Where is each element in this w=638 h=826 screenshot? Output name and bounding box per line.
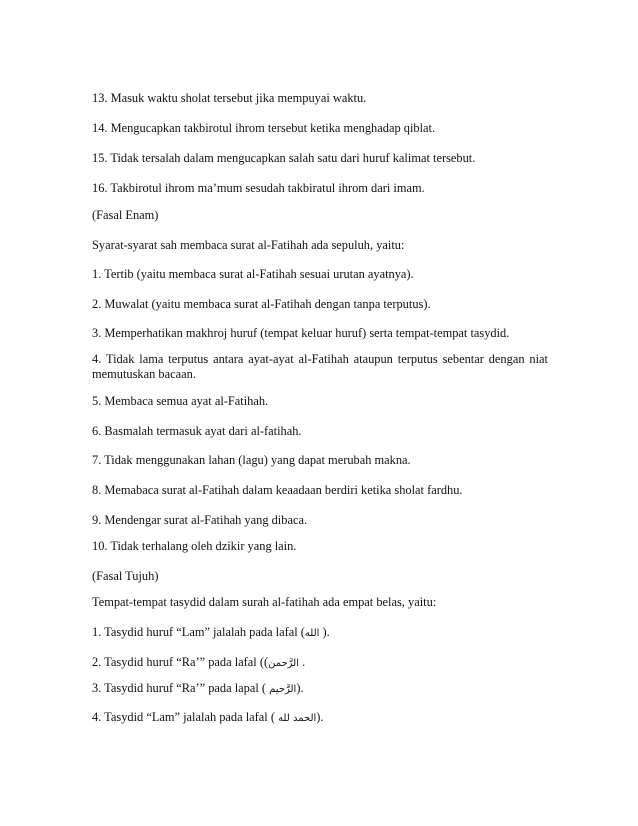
tasydid-item-1-arabic: الله xyxy=(304,628,320,639)
tasydid-item-4-arabic: الحمد لله xyxy=(278,713,317,724)
tasydid-item-3-text: 3. Tasydid huruf “Ra’” pada lapal ( xyxy=(92,681,270,695)
tasydid-item-1-suffix: ). xyxy=(319,625,330,639)
item-15: 15. Tidak tersalah dalam mengucapkan salah satu dari huruf kalimat tersebut. xyxy=(92,151,476,165)
condition-10: 10. Tidak terhalang oleh dzikir yang lain. xyxy=(92,539,297,553)
condition-9: 9. Mendengar surat al-Fatihah yang dibaca. xyxy=(92,513,308,527)
tasydid-item-3 xyxy=(92,681,548,697)
section-intro-tasydid-places: Tempat-tempat tasydid dalam surah al-fatihah ada empat belas, yaitu: xyxy=(92,595,437,609)
item-14: 14. Mengucapkan takbirotul ihrom tersebut ketika menghadap qiblat. xyxy=(92,121,436,135)
tasydid-item-2-text: 2. Tasydid huruf “Ra’” pada lafal (( xyxy=(92,655,269,669)
condition-6: 6. Basmalah termasuk ayat dari al-fatihah. xyxy=(92,424,302,438)
condition-2: 2. Muwalat (yaitu membaca surat al-Fatihah dengan tanpa terputus). xyxy=(92,297,431,311)
section-heading-fasal-enam: (Fasal Enam) xyxy=(92,208,159,222)
condition-5: 5. Membaca semua ayat al-Fatihah. xyxy=(92,394,269,408)
tasydid-item-4-text: 4. Tasydid “Lam” jalalah pada lafal ( xyxy=(92,710,279,724)
tasydid-item-1-text: 1. Tasydid huruf “Lam” jalalah pada lafal ( xyxy=(92,625,305,639)
tasydid-item-4 xyxy=(92,710,548,726)
condition-4: 4. Tidak lama terputus antara ayat-ayat al-Fatihah ataupun terputus sebentar dengan niat memutuskan bacaan. xyxy=(92,352,548,381)
condition-8: 8. Memabaca surat al-Fatihah dalam keaadaan berdiri ketika sholat fardhu. xyxy=(92,483,463,497)
section-intro-fatihah-conditions: Syarat-syarat sah membaca surat al-Fatihah ada sepuluh, yaitu: xyxy=(92,238,405,252)
condition-3: 3. Memperhatikan makhroj huruf (tempat keluar huruf) serta tempat-tempat tasydid. xyxy=(92,326,510,340)
condition-1: 1. Tertib (yaitu membaca surat al-Fatihah sesuai urutan ayatnya). xyxy=(92,267,414,281)
tasydid-item-1 xyxy=(92,625,548,641)
item-16: 16. Takbirotul ihrom ma’mum sesudah takbiratul ihrom dari imam. xyxy=(92,181,425,195)
tasydid-item-3-arabic: الرَّحيم xyxy=(269,684,297,695)
item-13: 13. Masuk waktu sholat tersebut jika mempuyai waktu. xyxy=(92,91,367,105)
condition-7: 7. Tidak menggunakan lahan (lagu) yang dapat merubah makna. xyxy=(92,453,411,467)
section-heading-fasal-tujuh: (Fasal Tujuh) xyxy=(92,569,159,583)
tasydid-item-3-suffix: ). xyxy=(296,681,304,695)
tasydid-item-2-suffix: . xyxy=(299,655,306,669)
tasydid-item-2 xyxy=(92,655,548,671)
tasydid-item-4-suffix: ). xyxy=(316,710,324,724)
tasydid-item-2-arabic: الرَّحمن xyxy=(268,658,300,669)
